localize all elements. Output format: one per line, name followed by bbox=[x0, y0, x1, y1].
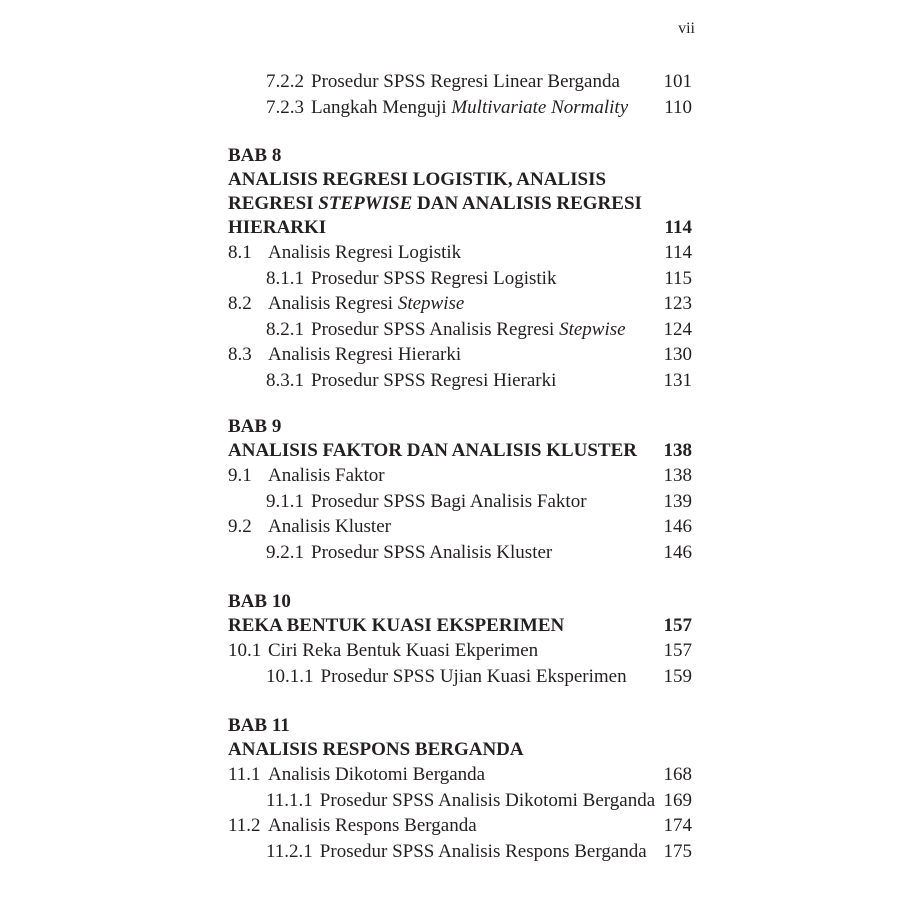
entry-number: 8.2.1 bbox=[266, 318, 304, 340]
entry-page: 169 bbox=[663, 789, 692, 811]
chapter-title-text: ANALISIS RESPONS BERGANDA bbox=[228, 739, 524, 760]
entry-label: Analisis Regresi Logistik bbox=[268, 242, 462, 263]
entry-label: Prosedur SPSS Analisis Regresi Stepwise bbox=[311, 318, 626, 340]
entry-number: 9.2 bbox=[228, 516, 252, 537]
entry-page: 175 bbox=[663, 840, 692, 862]
chapter-number: BAB 9 bbox=[228, 416, 282, 437]
entry-page: 146 bbox=[663, 516, 692, 537]
entry-label: Prosedur SPSS Analisis Kluster bbox=[311, 541, 553, 563]
entry-page: 123 bbox=[663, 293, 692, 314]
entry-number: 11.1.1 bbox=[266, 789, 313, 811]
entry-page: 146 bbox=[663, 541, 692, 563]
entry-page: 157 bbox=[663, 640, 692, 661]
entry-number: 8.1.1 bbox=[266, 267, 304, 289]
entry-page: 159 bbox=[663, 665, 692, 687]
italic-text: Multivariate Normality bbox=[451, 96, 629, 118]
chapter-title-text: REGRESI STEPWISE DAN ANALISIS REGRESI bbox=[228, 193, 642, 214]
entry-page: 114 bbox=[664, 242, 692, 263]
toc-entry bbox=[228, 95, 692, 121]
entry-page: 168 bbox=[663, 764, 692, 785]
toc-entry bbox=[228, 342, 692, 368]
entry-number: 11.2 bbox=[228, 815, 261, 836]
chapter-entries bbox=[228, 240, 692, 393]
toc-entry bbox=[228, 813, 692, 839]
entry-page: 174 bbox=[663, 815, 692, 836]
chapter-entries bbox=[228, 463, 692, 565]
chapter-title-line bbox=[228, 614, 692, 638]
toc-page bbox=[228, 0, 695, 900]
entry-number: 7.2.2 bbox=[266, 71, 304, 92]
page-folio: vii bbox=[678, 20, 695, 37]
toc-entry bbox=[228, 664, 692, 690]
entry-number: 10.1.1 bbox=[266, 665, 314, 687]
entry-label: Analisis Regresi Stepwise bbox=[268, 293, 465, 314]
toc-entry bbox=[228, 240, 692, 266]
chapter-page: 114 bbox=[664, 217, 692, 238]
chapter-title-line bbox=[228, 439, 692, 463]
toc-entry bbox=[228, 762, 692, 788]
entry-page: 124 bbox=[663, 318, 692, 340]
chapter-number: BAB 10 bbox=[228, 591, 291, 612]
entry-label: Langkah Menguji Multivariate Normality bbox=[311, 96, 629, 118]
entry-page: 115 bbox=[664, 267, 692, 289]
entry-label: Ciri Reka Bentuk Kuasi Ekperimen bbox=[268, 640, 539, 661]
entry-label: Analisis Faktor bbox=[268, 465, 385, 486]
entry-label: Prosedur SPSS Regresi Logistik bbox=[311, 267, 557, 289]
toc-entry bbox=[228, 368, 692, 394]
chapter-page: 138 bbox=[663, 440, 692, 461]
entry-label: Prosedur SPSS Ujian Kuasi Eksperimen bbox=[320, 665, 627, 687]
entry-label: Prosedur SPSS Regresi Hierarki bbox=[311, 369, 557, 391]
entry-label: Analisis Kluster bbox=[268, 516, 391, 537]
toc-entry bbox=[228, 69, 692, 95]
entry-number: 9.2.1 bbox=[266, 541, 304, 563]
entry-page: 110 bbox=[664, 96, 692, 118]
chapter-title-text: ANALISIS REGRESI LOGISTIK, ANALISIS bbox=[228, 169, 607, 190]
entry-label: Prosedur SPSS Analisis Respons Berganda bbox=[319, 840, 647, 862]
chapter-title-line bbox=[228, 738, 692, 762]
italic-text: Stepwise bbox=[559, 318, 626, 340]
toc-chapter bbox=[228, 714, 692, 864]
toc-entry bbox=[228, 638, 692, 664]
toc-entry bbox=[228, 514, 692, 540]
entry-label: Prosedur SPSS Analisis Dikotomi Berganda bbox=[319, 789, 656, 811]
toc-chapter bbox=[228, 415, 692, 565]
toc-intro-entries bbox=[228, 69, 692, 120]
chapter-number: BAB 8 bbox=[228, 145, 282, 166]
entry-label: Analisis Respons Berganda bbox=[268, 815, 477, 836]
toc-entry bbox=[228, 839, 692, 865]
entry-label: Analisis Dikotomi Berganda bbox=[268, 764, 486, 785]
entry-number: 8.1 bbox=[228, 242, 252, 263]
chapter-number: BAB 11 bbox=[228, 715, 290, 736]
toc-entry bbox=[228, 291, 692, 317]
chapter-title-line bbox=[228, 168, 692, 192]
italic-text: Stepwise bbox=[397, 293, 465, 314]
entry-number: 8.2 bbox=[228, 293, 252, 314]
toc-chapter bbox=[228, 590, 692, 689]
toc-entry bbox=[228, 489, 692, 515]
toc-entry bbox=[228, 788, 692, 814]
chapter-entries bbox=[228, 762, 692, 864]
entry-number: 7.2.3 bbox=[266, 96, 304, 118]
chapter-title-line bbox=[228, 192, 692, 216]
entry-number: 11.2.1 bbox=[266, 840, 313, 862]
entry-page: 138 bbox=[663, 465, 692, 486]
toc-entry bbox=[228, 317, 692, 343]
toc-entry bbox=[228, 540, 692, 566]
entry-number: 8.3 bbox=[228, 344, 252, 365]
chapter-page: 157 bbox=[663, 615, 692, 636]
entry-page: 130 bbox=[663, 344, 692, 365]
chapter-title-text: ANALISIS FAKTOR DAN ANALISIS KLUSTER bbox=[228, 440, 637, 461]
entry-page: 139 bbox=[663, 490, 692, 512]
entry-number: 9.1.1 bbox=[266, 490, 304, 512]
chapter-entries bbox=[228, 638, 692, 689]
entry-label: Prosedur SPSS Bagi Analisis Faktor bbox=[311, 490, 587, 512]
entry-number: 11.1 bbox=[228, 764, 261, 785]
entry-number: 9.1 bbox=[228, 465, 252, 486]
entry-page: 101 bbox=[663, 71, 692, 92]
toc-chapter bbox=[228, 144, 692, 393]
chapter-title-text: REKA BENTUK KUASI EKSPERIMEN bbox=[228, 615, 565, 636]
chapter-title-line bbox=[228, 216, 692, 240]
toc-entry bbox=[228, 463, 692, 489]
entry-page: 131 bbox=[663, 369, 692, 391]
toc-entry bbox=[228, 266, 692, 292]
entry-label: Prosedur SPSS Regresi Linear Berganda bbox=[311, 71, 620, 92]
italic-text: STEPWISE bbox=[318, 193, 413, 214]
entry-number: 10.1 bbox=[228, 640, 262, 661]
entry-label: Analisis Regresi Hierarki bbox=[268, 344, 462, 365]
entry-number: 8.3.1 bbox=[266, 369, 304, 391]
chapter-title-text: HIERARKI bbox=[228, 217, 327, 238]
